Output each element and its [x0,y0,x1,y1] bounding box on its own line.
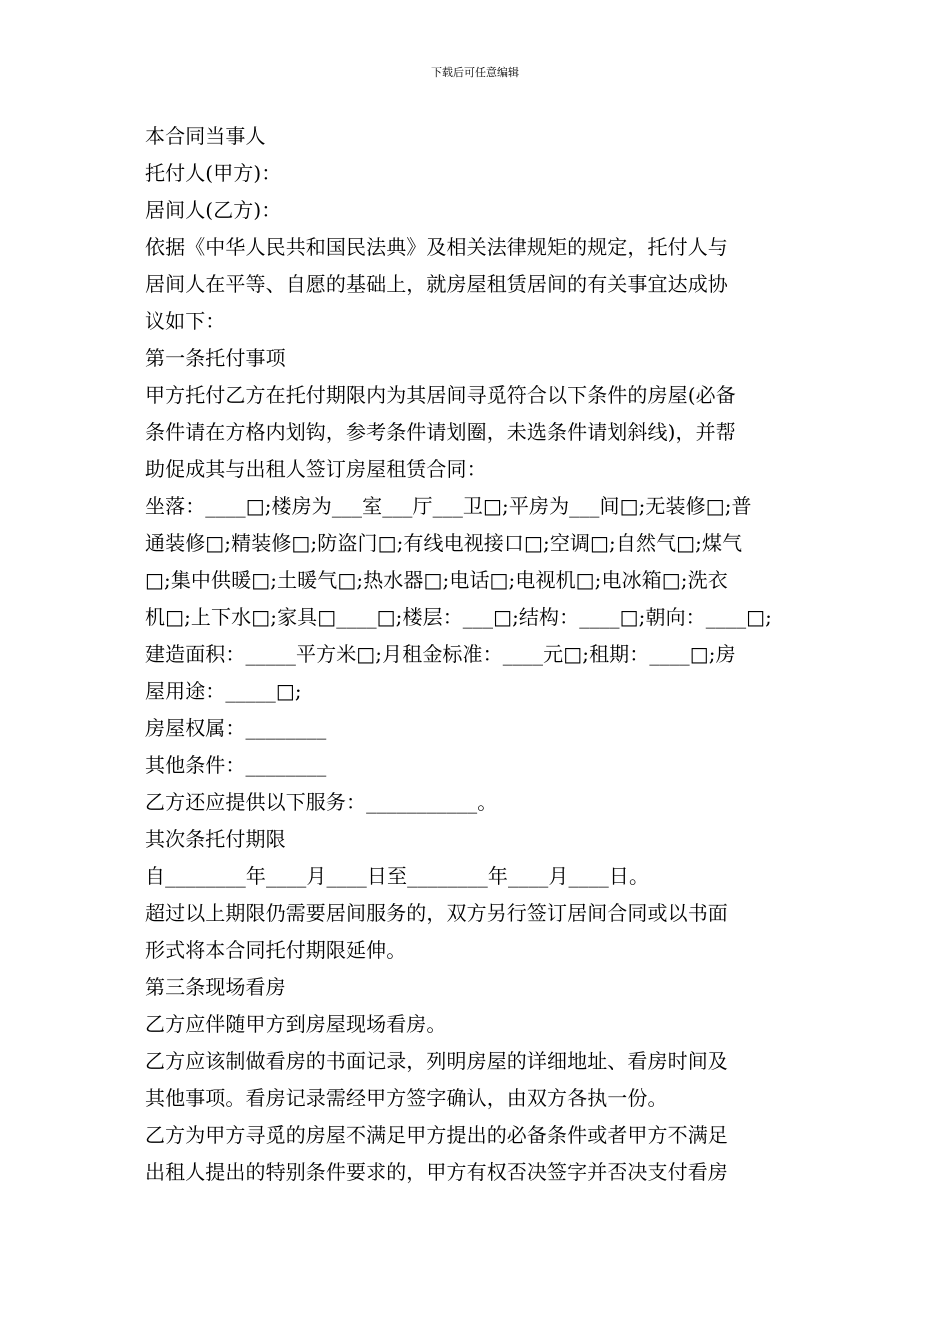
text-line: 机□;上下水□;家具□____□;楼层：___□;结构：____□;朝向：____□; [145,605,773,629]
text-line: □;集中供暖□;土暖气□;热水器□;电话□;电视机□;电冰箱□;洗衣 [145,568,728,592]
text-line: 条件请在方格内划钩，参考条件请划圈，未选条件请划斜线)，并帮 [145,420,736,444]
text-line: 居间人在平等、自愿的基础上，就房屋租赁居间的有关事宜达成协 [145,272,728,296]
text-line: 乙方应该制做看房的书面记录，列明房屋的详细地址、看房时间及 [145,1049,728,1073]
text-line: 坐落：____□;楼房为___室___厅___卫□;平房为___间□;无装修□;普 [145,494,752,518]
text-line: 形式将本合同托付期限延伸。 [145,938,407,962]
text-line: 甲方托付乙方在托付期限内为其居间寻觅符合以下条件的房屋(必备 [145,383,736,407]
section-heading: 第三条现场看房 [145,975,286,999]
text-line: 房屋权属：________ [145,716,327,740]
text-line: 居间人(乙方)： [145,198,282,222]
page-header-note: 下载后可任意编辑 [431,66,519,79]
text-line: 议如下： [145,309,226,333]
text-line: 屋用途：_____□; [145,679,302,703]
text-line: 通装修□;精装修□;防盗门□;有线电视接口□;空调□;自然气□;煤气 [145,531,743,555]
text-line: 托付人(甲方)： [145,161,282,185]
text-line: 乙方为甲方寻觅的房屋不满足甲方提出的必备条件或者甲方不满足 [145,1123,728,1147]
text-line: 其他条件：________ [145,753,327,777]
text-line: 超过以上期限仍需要居间服务的，双方另行签订居间合同或以书面 [145,901,728,925]
text-line: 其他事项。看房记录需经甲方签字确认，由双方各执一份。 [145,1086,668,1110]
text-line: 乙方还应提供以下服务：___________。 [145,790,498,814]
text-line: 建造面积：_____平方米□;月租金标准：____元□;租期：____□;房 [145,642,736,666]
section-heading: 其次条托付期限 [145,827,286,851]
text-line: 乙方应伴随甲方到房屋现场看房。 [145,1012,447,1036]
text-line: 助促成其与出租人签订房屋租赁合同： [145,457,487,481]
text-line: 本合同当事人 [145,124,266,148]
contract-body [145,118,807,1191]
text-line: 自________年____月____日至________年____月____日。 [145,864,650,888]
section-heading: 第一条托付事项 [145,346,286,370]
text-line: 出租人提出的特别条件要求的，甲方有权否决签字并否决支付看房 [145,1160,728,1184]
text-line: 依据《中华人民共和国民法典》及相关法律规矩的规定，托付人与 [145,235,728,259]
